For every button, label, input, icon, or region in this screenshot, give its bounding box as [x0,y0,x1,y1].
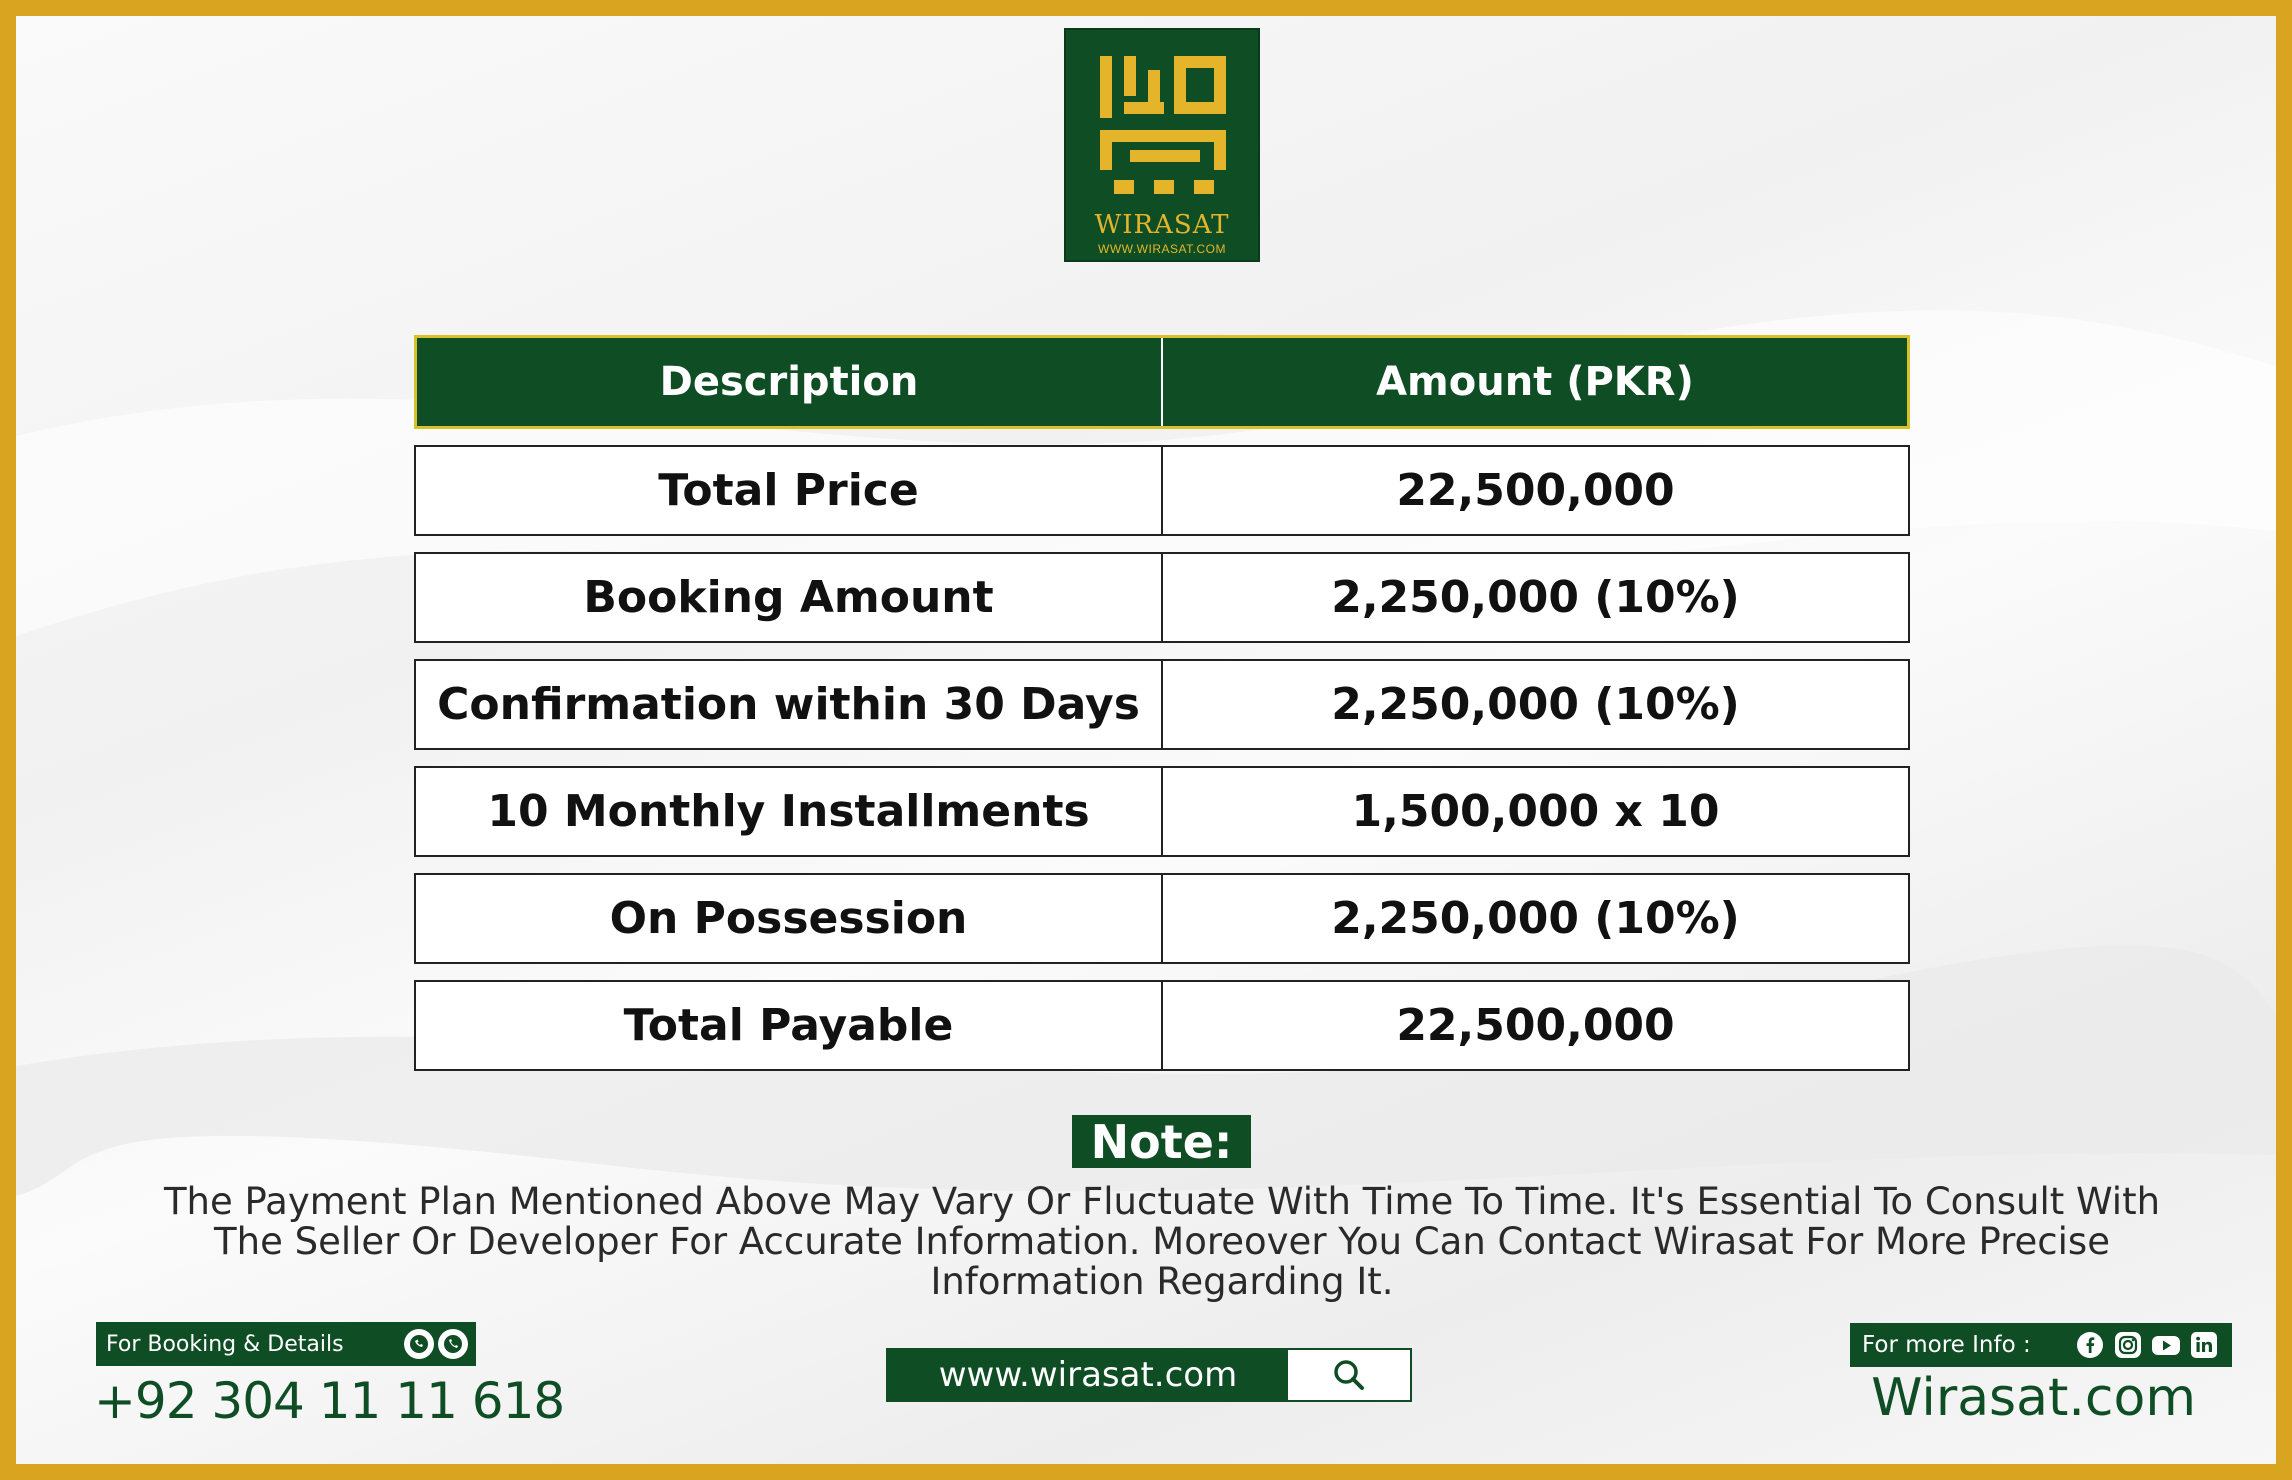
phone-number[interactable]: +92 304 11 11 618 [94,1372,565,1430]
linkedin-icon[interactable] [2188,1329,2220,1361]
row-description: Booking Amount [583,572,994,623]
row-amount: 1,500,000 x 10 [1161,768,1908,855]
table-row [414,659,1910,750]
info-label: For more Info : [1862,1332,2031,1358]
table-row [414,766,1910,857]
booking-label: For Booking & Details [106,1331,344,1357]
search-icon[interactable] [1288,1350,1410,1400]
note-line: The Payment Plan Mentioned Above May Vary Or Fluctuate With Time To Time. It's Essential To Consult With [163,1180,2161,1223]
row-description: Total Payable [623,1000,954,1051]
info-bar [1850,1323,2232,1367]
whatsapp-icon[interactable] [404,1329,434,1359]
table-header [414,335,1910,429]
row-description: 10 Monthly Installments [487,786,1090,837]
instagram-icon[interactable] [2112,1329,2144,1361]
website-search-bar[interactable] [886,1348,1412,1402]
logo-url: WWW.WIRASAT.COM [1098,242,1226,256]
row-amount: 2,250,000 (10%) [1161,875,1908,962]
site-link[interactable]: Wirasat.com [1871,1368,2196,1428]
header-amount: Amount (PKR) [1161,338,1907,426]
payment-plan-table [414,335,1910,1071]
note-text [106,1182,2218,1302]
phone-icon[interactable] [438,1329,468,1359]
row-amount: 22,500,000 [1161,447,1908,534]
logo-wordmark: WIRASAT [1094,210,1230,240]
table-row [414,445,1910,536]
note-line: Information Regarding It. [930,1260,1394,1303]
row-description: Confirmation within 30 Days [437,679,1140,730]
youtube-icon[interactable] [2150,1329,2182,1361]
calligraphy-logo-icon [1094,50,1234,210]
website-url[interactable]: www.wirasat.com [888,1350,1288,1400]
table-row [414,552,1910,643]
booking-bar [96,1322,476,1366]
table-row [414,873,1910,964]
row-description: On Possession [609,893,968,944]
row-amount: 2,250,000 (10%) [1161,554,1908,641]
row-amount: 22,500,000 [1161,982,1908,1069]
table-row [414,980,1910,1071]
wirasat-logo [1064,28,1260,262]
note-line: The Seller Or Developer For Accurate Information. Moreover You Can Contact Wirasat For More Precise [214,1220,2110,1263]
row-description: Total Price [658,465,919,516]
row-amount: 2,250,000 (10%) [1161,661,1908,748]
note-label: Note: [1072,1115,1251,1168]
facebook-icon[interactable] [2074,1329,2106,1361]
header-description: Description [659,359,919,405]
